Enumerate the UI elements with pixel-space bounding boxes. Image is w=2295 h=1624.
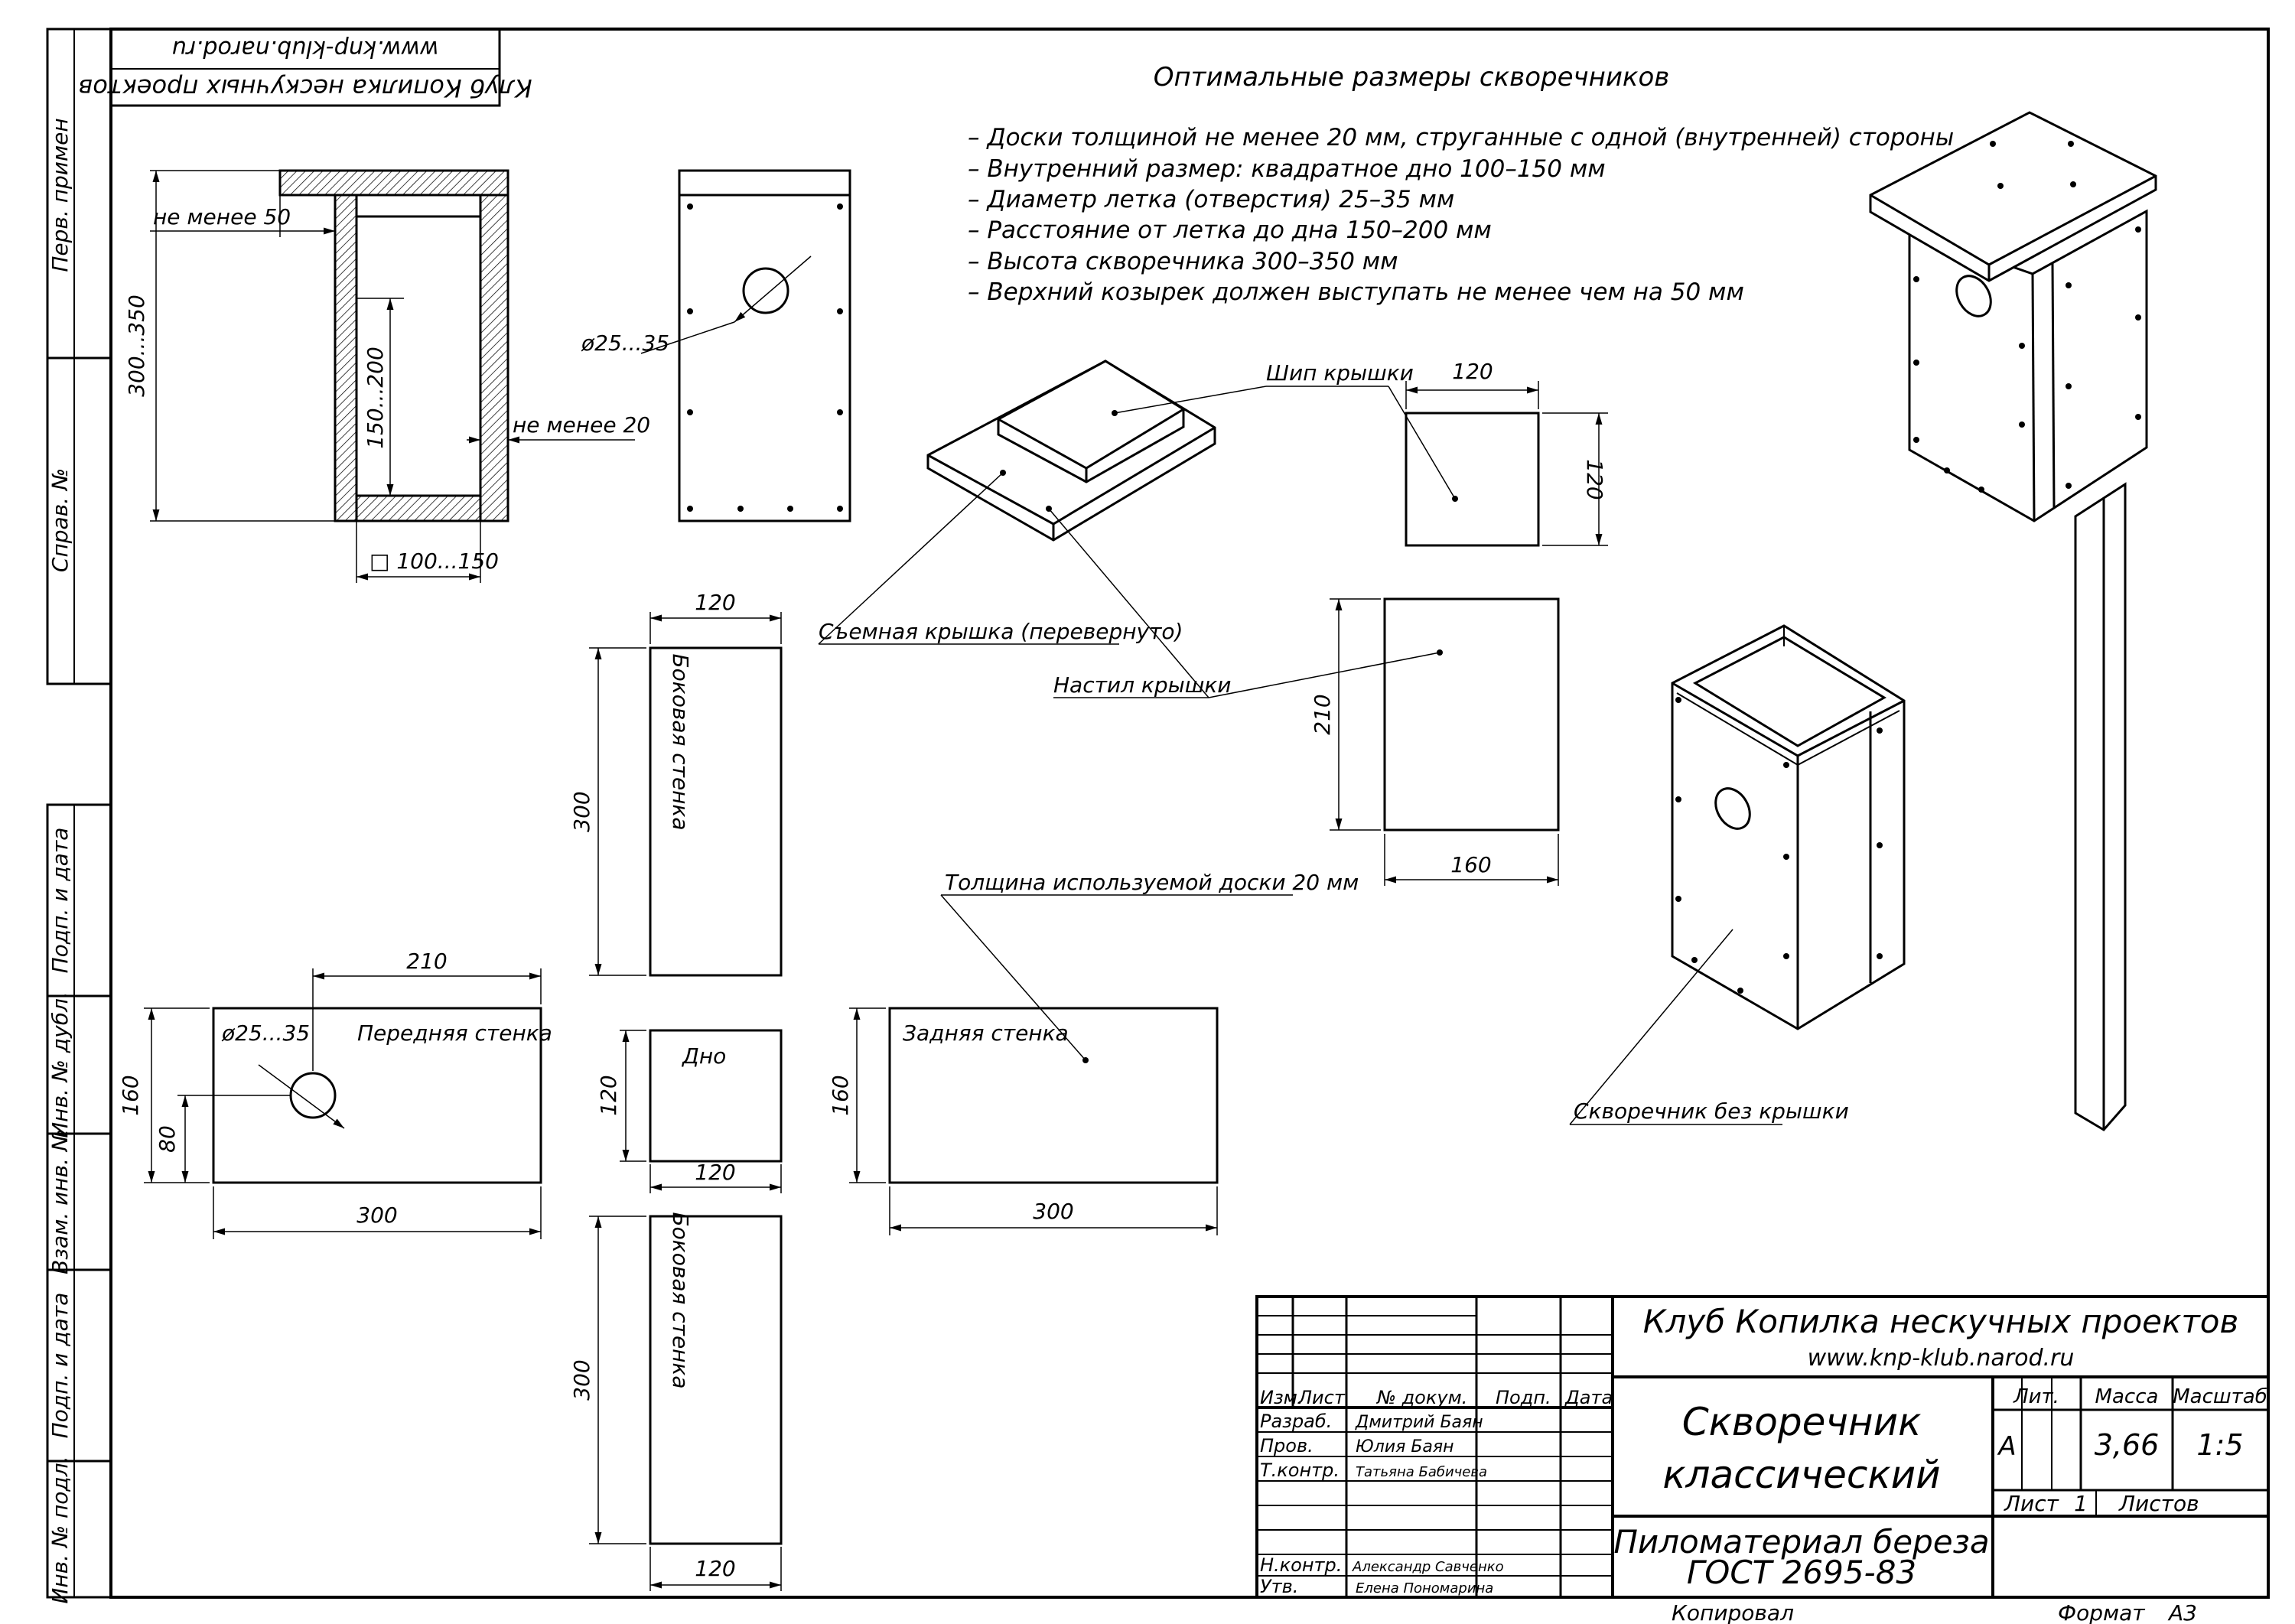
bottom-label: Дно [682,1043,727,1069]
front-wall-hole-y: 80 [155,1125,180,1153]
side-label-sprav: Справ. № [47,467,73,573]
tb-format-value: А3 [2169,1600,2197,1624]
back-wall-label: Задняя стенка [903,1020,1069,1046]
tb-person-3: Татьяна Бабичева [1356,1464,1487,1480]
req-2: – Внутренний размер: квадратное дно 100–150 мм [968,155,1606,183]
tb-mass-value: 3,66 [2094,1428,2160,1462]
section-floor-dim: □ 100...150 [369,548,499,574]
side-label-inv-dubl: Инв. № дубл. [47,991,73,1138]
front-wall-width: 300 [356,1203,398,1228]
req-3: – Диаметр летка (отверстия) 25–35 мм [968,186,1455,213]
side-wall-2-width: 120 [695,1556,736,1581]
tb-lit-value: А [1998,1431,2017,1462]
tb-format-label: Формат [2058,1600,2145,1624]
tb-col-doc: № докум. [1377,1387,1468,1408]
back-wall-height: 160 [828,1075,853,1116]
front-wall-hole-dim: ø25...35 [222,1020,311,1046]
deck-height: 210 [1310,694,1335,735]
side-label-perv: Перв. примен [47,118,73,272]
side-label-vzam: Взам. инв. № [47,1128,73,1275]
tb-org-line2: www.knp-klub.narod.ru [1807,1345,2075,1372]
tb-org-line1: Клуб Копилка нескучных проектов [1642,1303,2239,1340]
tb-role-utv: Утв. [1260,1576,1299,1597]
tb-col-list: Лист [1298,1387,1345,1408]
back-wall-width: 300 [1033,1199,1074,1224]
tb-role-nkontr: Н.контр. [1260,1554,1343,1576]
tb-material-line1: Пиломатериал береза [1613,1523,1990,1561]
tb-person-5: Елена Пономарина [1356,1580,1494,1596]
tb-scale-value: 1:5 [2196,1428,2244,1462]
tenon-height: 120 [1582,459,1607,500]
side-wall-2-label: Боковая стенка [668,1212,693,1389]
tb-lit-label: Лит. [2013,1385,2059,1408]
tb-mass-label: Масса [2095,1385,2159,1408]
stamp-line2: www.knp-klub.narod.ru [171,35,439,62]
tb-scale-label: Масштаб [2173,1385,2267,1408]
front-wall-total: 210 [406,949,448,974]
tb-person-1: Дмитрий Баян [1356,1413,1483,1432]
side-wall-2-height: 300 [569,1359,594,1401]
stamp-line1: Клуб Копилка нескучных проектов [78,73,532,103]
side-wall-1-label: Боковая стенка [668,653,693,831]
page-title: Оптимальные размеры скворечников [1153,62,1670,93]
tb-name-line2: классический [1662,1453,1941,1497]
bottom-height: 120 [596,1075,621,1116]
req-5: – Высота скворечника 300–350 мм [968,248,1398,275]
front-hole-dim: ø25...35 [581,330,670,356]
front-wall-height: 160 [118,1075,143,1116]
no-lid-label: Скворечник без крышки [1574,1098,1849,1124]
tb-role-tkontr: Т.контр. [1260,1460,1340,1481]
tb-person-4: Александр Савченко [1353,1559,1504,1575]
tb-sheet-label: Лист [2004,1491,2059,1516]
deck-width: 160 [1450,852,1492,877]
tenon-width: 120 [1452,359,1493,384]
tb-role-prov: Пров. [1260,1435,1314,1456]
front-wall-label: Передняя стенка [357,1020,552,1046]
section-wall-dim: не менее 20 [513,412,651,438]
tb-sheets-label: Листов [2119,1491,2199,1516]
deck-label: Настил крышки [1053,672,1232,698]
section-height-dim: 300...350 [124,295,149,397]
tb-name-line1: Скворечник [1681,1400,1922,1444]
tb-person-2: Юлия Баян [1356,1437,1454,1456]
removable-lid-label: Съемная крышка (перевернуто) [819,619,1183,644]
side-label-podp1: Подп. и дата [47,827,73,974]
tb-role-razrab: Разраб. [1260,1411,1333,1432]
tb-col-izm: Изм. [1260,1387,1304,1408]
side-wall-1-width: 120 [695,590,736,615]
tenon-label: Шип крышки [1266,360,1414,386]
req-6: – Верхний козырек должен выступать не менее чем на 50 мм [968,278,1744,306]
tb-sheet-value: 1 [2074,1491,2088,1516]
side-label-podp2: Подп. и дата [47,1292,73,1439]
side-wall-1-height: 300 [569,791,594,832]
req-4: – Расстояние от летка до дна 150–200 мм [968,216,1492,244]
side-label-inv-podl: Инв. № подл. [47,1456,73,1604]
tb-col-sign: Подп. [1496,1387,1551,1408]
tb-material-line2: ГОСТ 2695-83 [1686,1554,1917,1591]
bottom-width: 120 [695,1160,736,1185]
tb-copied: Копировал [1672,1600,1794,1624]
section-overhang-dim: не менее 50 [153,204,291,229]
req-1: – Доски толщиной не менее 20 мм, струганные с одной (внутренней) стороны [968,124,1955,151]
tb-col-date: Дата [1565,1387,1613,1408]
section-hole-height-dim: 150...200 [363,347,388,449]
thickness-note: Толщина используемой доски 20 мм [945,870,1359,895]
